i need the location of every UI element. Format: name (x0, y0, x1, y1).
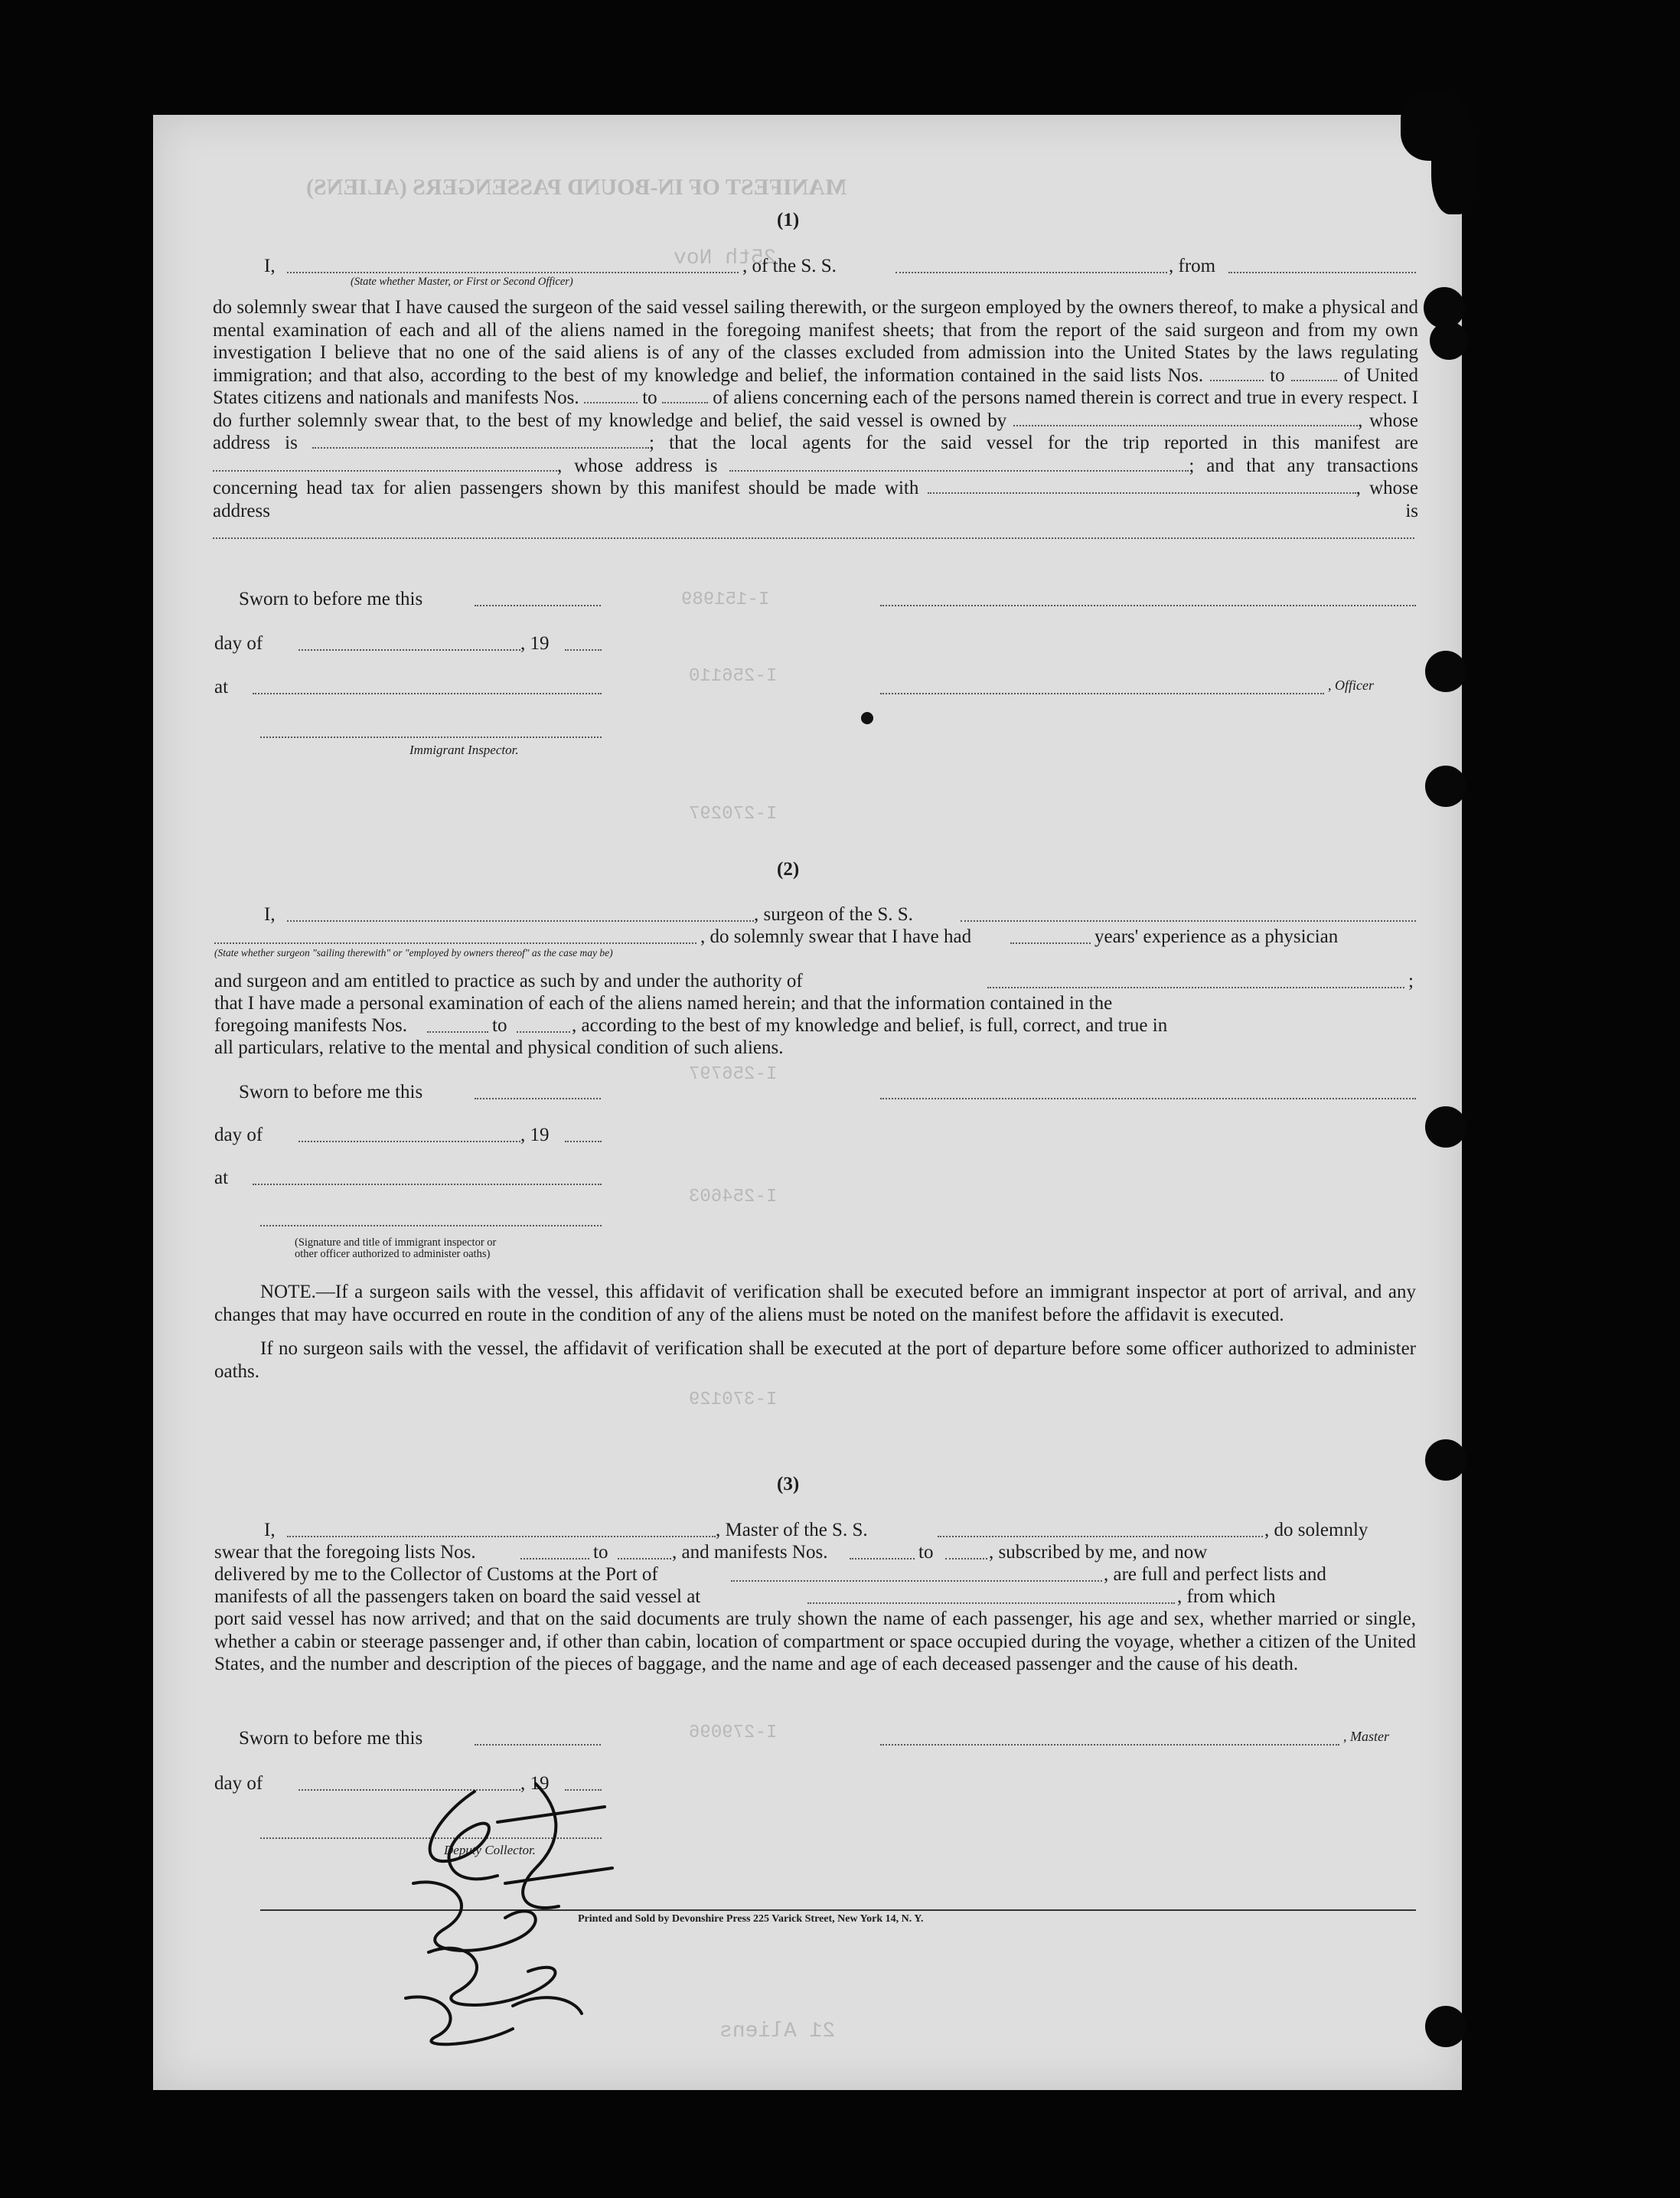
s3-ship-line[interactable] (938, 1536, 1263, 1537)
s2-year-line[interactable] (565, 1141, 602, 1142)
s2-sworn-line[interactable] (475, 1098, 601, 1099)
s1-lists-to[interactable] (1291, 380, 1337, 381)
ghost-date: 25th Nov (674, 247, 777, 270)
s3-master-line[interactable] (880, 1744, 1339, 1746)
s1-to1: to (1270, 364, 1285, 386)
s3-para1c: , and manifests Nos. (672, 1542, 828, 1563)
s1-owner-field[interactable] (1013, 425, 1358, 426)
ghost-code-4: I-256797 (689, 1064, 778, 1085)
s3-deputy-caption: Deputy Collector. (444, 1843, 536, 1857)
printer-imprint: Printed and Sold by Devonshire Press 225 Varick Street, New York 14, N. Y. (578, 1913, 924, 1925)
s3-manifests-from[interactable] (850, 1558, 915, 1560)
s1-to2: to (642, 387, 657, 408)
s2-sworn: Sworn to before me this (239, 1082, 423, 1102)
s1-officer-line-top[interactable] (880, 605, 1416, 606)
s2-manifest-to[interactable] (517, 1031, 570, 1033)
binder-hole-5 (1425, 1106, 1466, 1148)
s3-year: , 19 (520, 1773, 550, 1794)
section-2-number: (2) (777, 859, 800, 880)
s2-name-line-2[interactable] (214, 942, 696, 944)
binder-hole-7 (1425, 2006, 1466, 2047)
s3-sworn-line[interactable] (475, 1744, 601, 1746)
s1-ship-line[interactable] (895, 272, 1167, 273)
s1-from-line[interactable] (1228, 272, 1416, 273)
s1-year-line[interactable] (565, 649, 602, 651)
s1-officer-label: , Officer (1328, 678, 1374, 693)
s1-of-ss: , of the S. S. (742, 256, 837, 276)
s1-year: , 19 (520, 633, 550, 654)
handwritten-signature (383, 1776, 628, 2052)
s1-para3: of aliens concerning each of the persons named therein is correct and true in every respect. I do further solemnly swear that, to the best of my knowledge and belief, the said vessel is owned by (213, 387, 1419, 431)
s3-i-label: I, (264, 1520, 276, 1540)
s2-day-line[interactable] (298, 1141, 520, 1142)
ghost-title: MANIFEST OF IN-BOUND PASSENGERS (ALIENS) (306, 175, 847, 200)
s3-para3a: manifests of all the passengers taken on board the said vessel at (214, 1586, 701, 1607)
s3-name-line[interactable] (287, 1536, 716, 1537)
ghost-code-3: I-270297 (689, 804, 778, 825)
s2-authority-line[interactable] (987, 987, 1404, 988)
s2-ship-line[interactable] (961, 920, 1416, 922)
binder-hole-2 (1430, 322, 1468, 360)
torn-edge (1431, 115, 1477, 214)
ghost-code-7: I-279096 (689, 1723, 778, 1743)
s1-at-line[interactable] (253, 693, 602, 694)
s3-para2a: delivered by me to the Collector of Customs at the Port of (214, 1564, 658, 1585)
binder-hole-4 (1425, 766, 1466, 807)
s1-para1: do solemnly swear that I have caused the surgeon of the said vessel sailing therewith, or the surgeon employed by the owners thereof, to make a physical and mental examination of each and all of the aliens named in the foregoing manifest sheets; that from the report of the said surgeon and from my own investigation I believe that no one of the said aliens is of any of the classes excluded from admission into the United States by the laws regulating immigration; and that also, according to the best of my knowledge and belief, the information contained in the said lists Nos. (213, 297, 1418, 386)
s3-port-line[interactable] (731, 1580, 1102, 1582)
s2-name-line[interactable] (287, 920, 754, 922)
ghost-code-2: I-256110 (689, 666, 778, 687)
s2-sig-caption-2: other officer authorized to administer oaths) (295, 1248, 491, 1260)
s1-sworn-line[interactable] (475, 605, 601, 606)
note-para-1: NOTE.—If a surgeon sails with the vessel, this affidavit of verification shall be executed before an immigrant inspector at port of arrival, and any changes that may have occurred en route in the condition of any of the aliens must be noted on the manifest before the affidavit is executed. (214, 1282, 1416, 1325)
s1-local-agents: that the local agents for the said vessel for the trip reported in this manifest are (669, 433, 1419, 453)
s1-head-tax: ; and that any transactions concerning head tax for alien passengers shown by this manifest should be made with (213, 455, 1419, 498)
s1-whose-address-3: , whose address is (213, 478, 1419, 521)
s2-para3c: , according to the best of my knowledge and belief, is full, correct, and true in (572, 1015, 1168, 1036)
s1-day-of: day of (214, 633, 263, 654)
s1-sworn: Sworn to before me this (239, 589, 423, 609)
s3-sworn: Sworn to before me this (239, 1728, 423, 1749)
s1-whose-address: , whose address is (213, 410, 1418, 453)
s1-name-line[interactable] (287, 272, 739, 273)
s3-solemnly: , do solemnly (1264, 1520, 1368, 1540)
s3-para1d: to (918, 1542, 934, 1563)
s2-surgeon-of: , surgeon of the S. S. (754, 904, 913, 925)
s2-para2: that I have made a personal examination of each of the aliens named herein; and that the information contained in the (214, 993, 1113, 1014)
s2-at-line[interactable] (253, 1184, 602, 1185)
s3-lists-to[interactable] (618, 1558, 671, 1560)
s3-day-of: day of (214, 1773, 263, 1794)
s2-para3b: to (492, 1015, 507, 1036)
s1-owner-address-field[interactable] (312, 447, 649, 449)
s3-para1b: to (593, 1542, 608, 1563)
s3-para1a: swear that the foregoing lists Nos. (214, 1542, 476, 1563)
s2-sig-caption-1: (Signature and title of immigrant inspector or (295, 1236, 497, 1249)
s2-signature-right-line[interactable] (880, 1098, 1416, 1099)
s1-manifests-from[interactable] (584, 402, 638, 403)
s3-master-of: , Master of the S. S. (716, 1520, 868, 1540)
s2-semicolon: ; (1408, 971, 1414, 991)
s1-head-tax-address-field[interactable] (213, 537, 1414, 539)
ghost-code-6: I-370129 (689, 1390, 778, 1410)
s1-inspector-caption: Immigrant Inspector. (409, 743, 519, 757)
s1-para2: of United States citizens and nationals and manifests Nos. (213, 364, 1419, 408)
s2-swear: , do solemnly swear that I have had (700, 926, 972, 947)
manifest-page (153, 115, 1462, 2090)
s2-day-of: day of (214, 1125, 263, 1145)
s1-at: at (214, 677, 229, 697)
s1-agents-field[interactable] (213, 470, 557, 472)
s1-manifests-to[interactable] (662, 402, 708, 403)
s2-years: years' experience as a physician (1094, 926, 1339, 947)
s2-para3a: foregoing manifests Nos. (214, 1015, 408, 1036)
s1-officer-line[interactable] (880, 693, 1324, 694)
s1-caption: (State whether Master, or First or Second Officer) (351, 276, 573, 288)
s3-para3b: , from which (1177, 1586, 1276, 1607)
s1-i-label: I, (264, 256, 276, 276)
s3-para2b: , are full and perfect lists and (1104, 1564, 1326, 1585)
s3-boarded-at-line[interactable] (807, 1602, 1175, 1604)
s1-agents-address-field[interactable] (729, 470, 1189, 472)
ink-dot (861, 712, 873, 724)
section-3-number: (3) (777, 1474, 800, 1494)
s1-whose-address-2: whose address is (574, 455, 718, 476)
s3-master-label: , Master (1343, 1729, 1389, 1744)
s2-manifest-from[interactable] (427, 1031, 488, 1033)
s1-inspector-line[interactable] (260, 736, 602, 738)
s3-lists-from[interactable] (520, 1558, 589, 1560)
ghost-code-1: I-151989 (681, 590, 770, 610)
section-1-number: (1) (777, 210, 800, 230)
s1-lists-from[interactable] (1210, 380, 1264, 381)
s1-from: , from (1169, 256, 1216, 276)
s2-at: at (214, 1168, 229, 1188)
binder-hole-6 (1425, 1439, 1466, 1481)
s1-body: do solemnly swear that I have caused the surgeon of the said vessel sailing therewith, or the surgeon employed by the owners thereof, to make a physical and mental examination of each and all of the aliens named in the foregoing manifest sheets; that from the report of the said surgeon and from my own investigation I believe that no one of the said aliens is of any of the classes excluded from admission into the United States by the laws regulating immigration; and that also, according to the best of my knowledge and belief, the information contained in the said lists Nos. to of United States citizens and nationals and manifests Nos. to of aliens concerning each of the persons named therein is correct and true in every respect. I do further solemnly swear that, to the best of my knowledge and belief, the said vessel is owned by , whose address is ; that the local agents for the said vessel for the trip reported in this manifest are , whose address is ; and that any transactions concerning head tax for alien passengers shown by this manifest should be made with , whose address is (213, 296, 1418, 545)
s3-manifests-to[interactable] (945, 1558, 987, 1560)
s1-head-tax-field[interactable] (928, 492, 1356, 494)
note-para-2: If no surgeon sails with the vessel, the affidavit of verification shall be executed at the port of departure before some officer authorized to administer oaths. (214, 1338, 1416, 1382)
s3-para-rest: port said vessel has now arrived; and that on the said documents are truly shown the name of each passenger, his age and sex, whether married or single, whether a cabin or steerage passenger and, if other than cabin, location of compartment or space occupied during the voyage, whether a citizen of the United States, and the number and description of the pieces of baggage, and the name and age of each deceased passenger and the cause of his death. (214, 1608, 1416, 1674)
s2-para4: all particulars, relative to the mental and physical condition of such aliens. (214, 1037, 784, 1058)
s3-para1e: , subscribed by me, and now (989, 1542, 1208, 1563)
binder-hole-3 (1425, 651, 1466, 692)
s2-years-line[interactable] (1010, 942, 1091, 944)
s2-sig-line[interactable] (260, 1225, 602, 1226)
s2-caption: (State whether surgeon "sailing therewith" or "employed by owners thereof" as the case may be) (214, 947, 613, 959)
s1-day-line[interactable] (298, 649, 520, 651)
s2-i-label: I, (264, 904, 276, 925)
s2-year: , 19 (520, 1125, 550, 1145)
s2-para1: and surgeon and am entitled to practice as such by and under the authority of (214, 971, 803, 991)
ghost-code-5: I-254603 (689, 1187, 778, 1207)
ghost-aliens-count: 21 Aliens (719, 2020, 836, 2043)
